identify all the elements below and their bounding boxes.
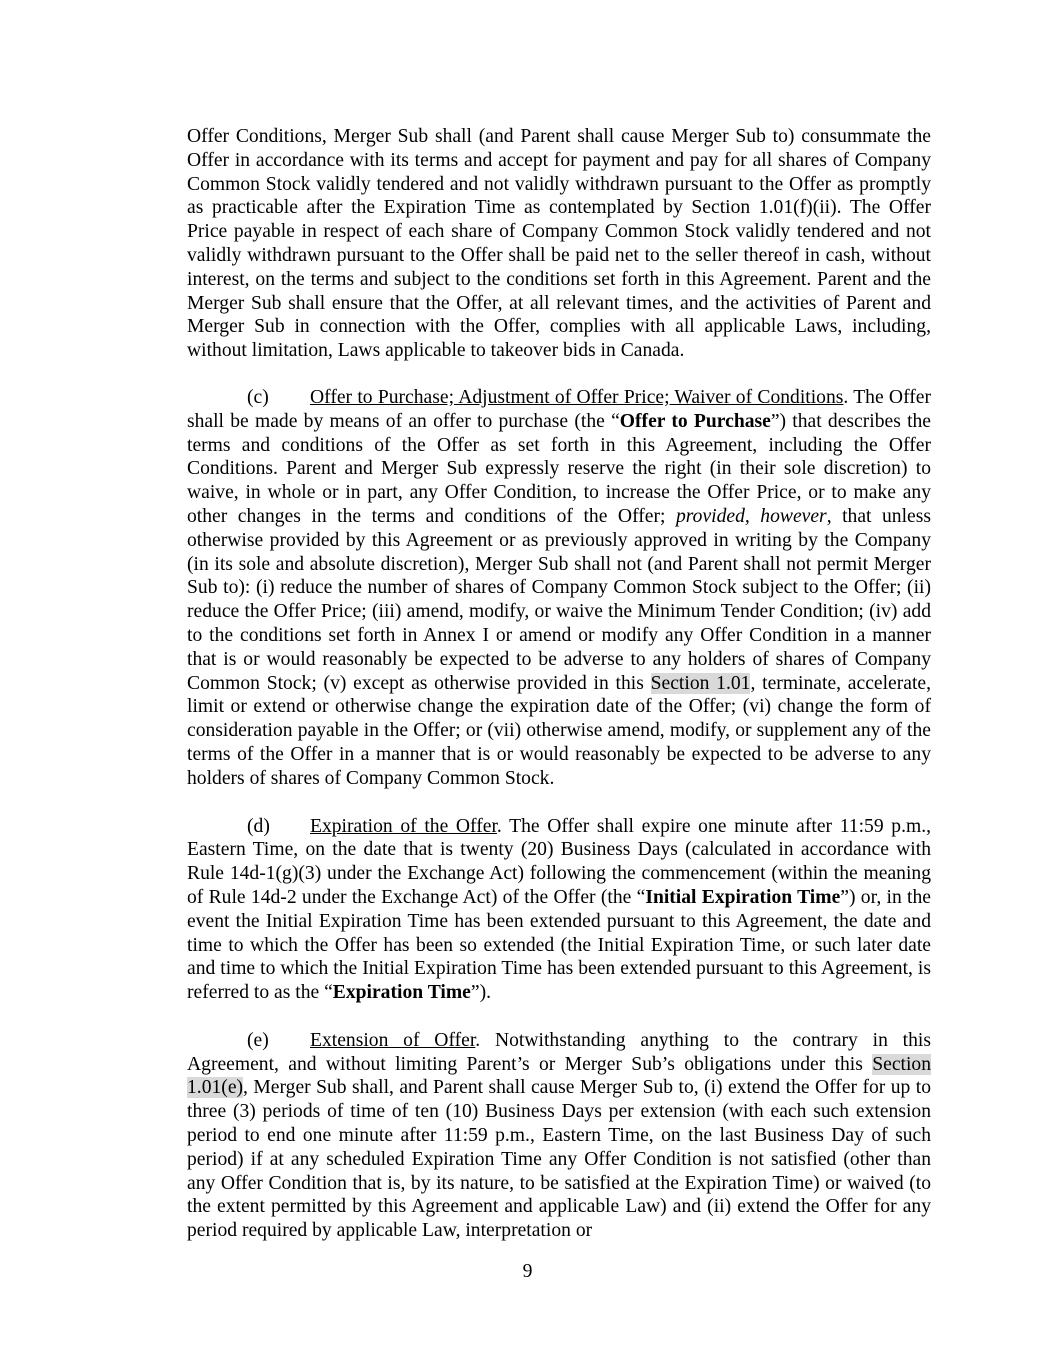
paragraph-text: Offer Conditions, Merger Sub shall (and Parent shall cause Merger Sub to) consummate the Offer in accordance with its terms and accept for payment and pay for all shares of Company Common Stock validly tendered and not validly withdrawn pursuant to the Offer as promptly as practicable after the Expiration Time as contemplated by Section 1.01(f)(ii). The Offer Price payable in respect of each share of Company Common Stock validly tendered and not validly withdrawn pursuant to the Offer shall be paid net to the seller thereof in cash, without interest, on the terms and subject to the conditions set forth in this Agreement. Parent and the Merger Sub shall ensure that the Offer, at all relevant times, and the activities of Parent and Merger Sub in connection with the Offer, complies with all applicable Laws, including, without limitation, Laws applicable to takeover bids in Canada. xyxy=(187,126,931,362)
document-body xyxy=(187,125,931,1267)
section-c-text-3: , that unless otherwise provided by this Agreement or as previously approved in writing by the Company (in its sole and absolute discretion), Merger Sub shall not (and Parent shall not permit Merger Sub to): (i) reduce the number of shares of Company Common Stock subject to the Offer; (ii) reduce the Offer Price; (iii) amend, modify, or waive the Minimum Tender Condition; (iv) add to the conditions set forth in Annex I or amend or modify any Offer Condition in a manner that is or would reasonably be expected to be adverse to any holders of shares of Company Common Stock; (v) except as otherwise provided in this xyxy=(187,505,931,694)
section-d-paragraph xyxy=(187,815,931,1005)
defined-term-expiration-time: Expiration Time xyxy=(332,982,471,1004)
paragraph-offer-conditions-continuation xyxy=(187,125,931,363)
section-c-text-1: . The Offer shall be made by means of an offer to purchase (the “ xyxy=(187,386,931,432)
section-e-label: (e) xyxy=(247,1029,269,1051)
section-c-label: (c) xyxy=(247,386,269,408)
section-d-text-1: . The Offer shall expire one minute after 11:59 p.m., Eastern Time, on the date that is twenty (20) Business Days (calculated in accordance with Rule 14d-1(g)(3) under the Exchange Act) following the commencement (within the meaning of Rule 14d-2 under the Exchange Act) of the Offer (the “ xyxy=(187,815,931,908)
section-e-paragraph xyxy=(187,1029,931,1243)
page-number: 9 xyxy=(522,1261,533,1282)
section-c-text-2: ”) that describes the terms and conditions of the Offer as set forth in this Agreement, including the Offer Conditions. Parent and Merger Sub expressly reserve the right (in their sole discretion) to waive, in whole or in part, any Offer Condition, to increase the Offer Price, or to make any other changes in the terms and conditions of the Offer; xyxy=(187,410,932,527)
cross-reference-section-1-01[interactable]: Section 1.01 xyxy=(650,672,751,694)
section-e-caption: Extension of Offer xyxy=(310,1029,476,1051)
section-d-text-2: ”) or, in the event the Initial Expiration Time has been extended pursuant to this Agreement, the date and time to which the Offer has been so extended (the Initial Expiration Time, or such later date and time to which the Initial Expiration Time has been extended pursuant to this Agreement, is referred to as the “ xyxy=(187,886,931,1004)
section-c-text-4: , terminate, accelerate, limit or extend or otherwise change the expiration date of the Offer; (vi) change the form of consideration payable in the Offer; or (vii) otherwise amend, modify, or supplement any of the terms of the Offer in a manner that is or would reasonably be expected to be adverse to any holders of shares of Company Common Stock. xyxy=(187,672,931,789)
defined-term-initial-expiration-time: Initial Expiration Time xyxy=(645,886,841,908)
section-d-text-3: ”). xyxy=(470,982,491,1004)
defined-term-offer-to-purchase: Offer to Purchase xyxy=(619,410,771,432)
section-d-caption: Expiration of the Offer xyxy=(310,815,497,837)
cross-reference-section-1-01-e[interactable]: Section 1.01(e) xyxy=(187,1053,931,1099)
section-e-text-2: , Merger Sub shall, and Parent shall cause Merger Sub to, (i) extend the Offer for up to three (3) periods of time of ten (10) Business Days per extension (with each such extension period to end one minute after 11:59 p.m., Eastern Time, on the last Business Day of such period) if at any scheduled Expiration Time any Offer Condition is not satisfied (other than any Offer Condition that is, by its nature, to be satisfied at the Expiration Time) or waived (to the extent permitted by this Agreement and applicable Law) and (ii) extend the Offer for any period required by applicable Law, interpretation or xyxy=(187,1077,931,1242)
section-e-text-1: . Notwithstanding anything to the contrary in this Agreement, and without limiting Parent’s or Merger Sub’s obligations under this xyxy=(187,1029,931,1075)
section-c-paragraph xyxy=(187,386,931,791)
provided-however-italic: provided, however xyxy=(675,505,827,527)
section-d-label: (d) xyxy=(247,815,270,837)
section-c-caption: Offer to Purchase; Adjustment of Offer Price; Waiver of Conditions xyxy=(310,386,844,408)
